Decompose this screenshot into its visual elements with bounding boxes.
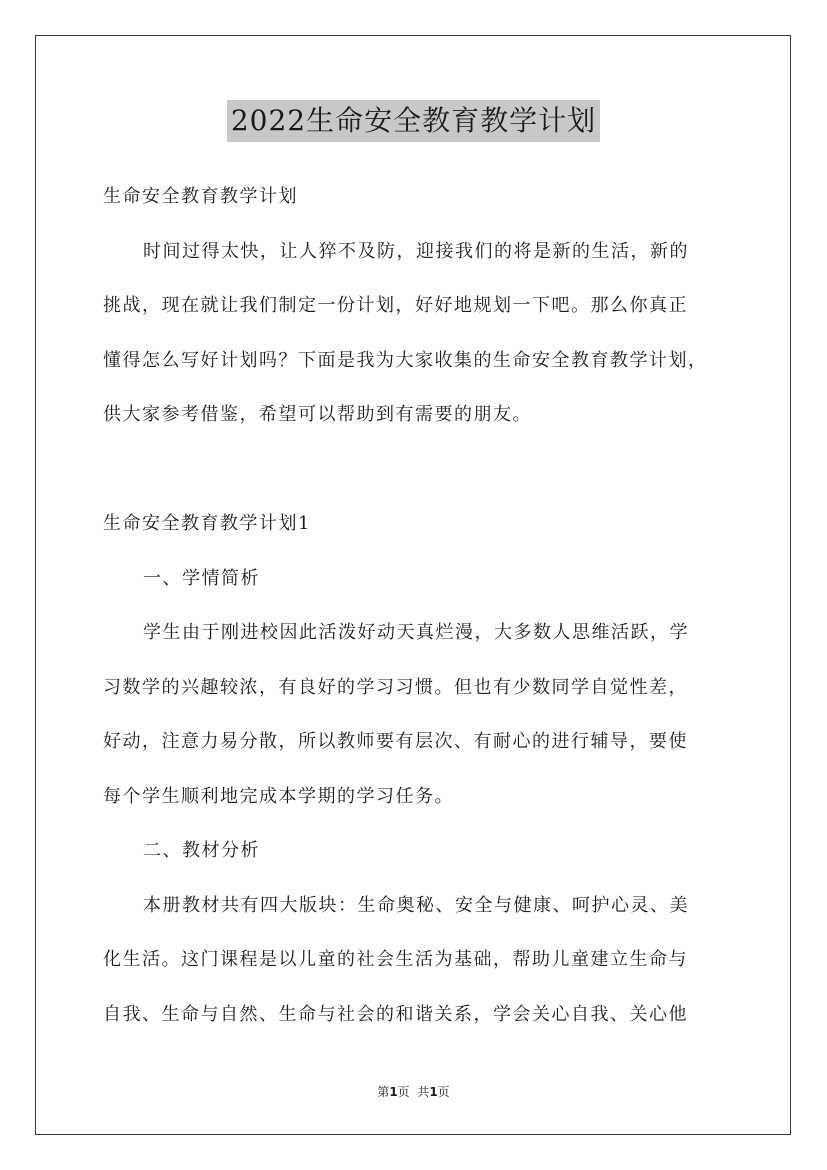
document-body xyxy=(103,170,733,1042)
title-area xyxy=(0,100,827,142)
heading-analysis: 一、学情简析 xyxy=(143,567,260,589)
subtitle: 生命安全教育教学计划 xyxy=(103,186,298,207)
paragraph-line: 自我、生命与自然、生命与社会的和谐关系，学会关心自我、关心他 xyxy=(103,1003,688,1025)
document-title: 2022生命安全教育教学计划 xyxy=(227,100,600,142)
paragraph-line: 每个学生顺利地完成本学期的学习任务。 xyxy=(103,785,454,807)
intro-line: 懂得怎么写好计划吗？下面是我为大家收集的生命安全教育教学计划， xyxy=(103,349,708,371)
paragraph-line: 本册教材共有四大版块：生命奥秘、安全与健康、呵护心灵、美 xyxy=(143,894,689,916)
heading-textbook: 二、教材分析 xyxy=(143,840,260,861)
footer-mid: 页 共 xyxy=(397,1085,430,1099)
page-number: 1 xyxy=(389,1085,398,1099)
paragraph-line: 好动，注意力易分散，所以教师要有层次、有耐心的进行辅导，要使 xyxy=(103,731,688,752)
paragraph-line: 习数学的兴趣较浓，有良好的学习习惯。但也有少数同学自觉性差， xyxy=(103,676,688,698)
paragraph-line: 化生活。这门课程是以儿童的社会生活为基础，帮助儿童建立生命与 xyxy=(103,949,688,970)
footer-prefix: 第 xyxy=(377,1085,390,1099)
section-title: 生命安全教育教学计划1 xyxy=(103,513,311,534)
paragraph-line: 学生由于刚进校因此活泼好动天真烂漫，大多数人思维活跃，学 xyxy=(143,622,689,643)
blank-line xyxy=(103,443,733,498)
intro-line: 挑战，现在就让我们制定一份计划，好好地规划一下吧。那么你真正 xyxy=(103,295,688,316)
intro-line: 供大家参考借鉴，希望可以帮助到有需要的朋友。 xyxy=(103,404,532,425)
total-pages: 1 xyxy=(429,1085,438,1099)
page-footer xyxy=(0,1083,827,1100)
footer-suffix: 页 xyxy=(437,1085,450,1099)
intro-line: 时间过得太快，让人猝不及防，迎接我们的将是新的生活，新的 xyxy=(143,240,689,262)
